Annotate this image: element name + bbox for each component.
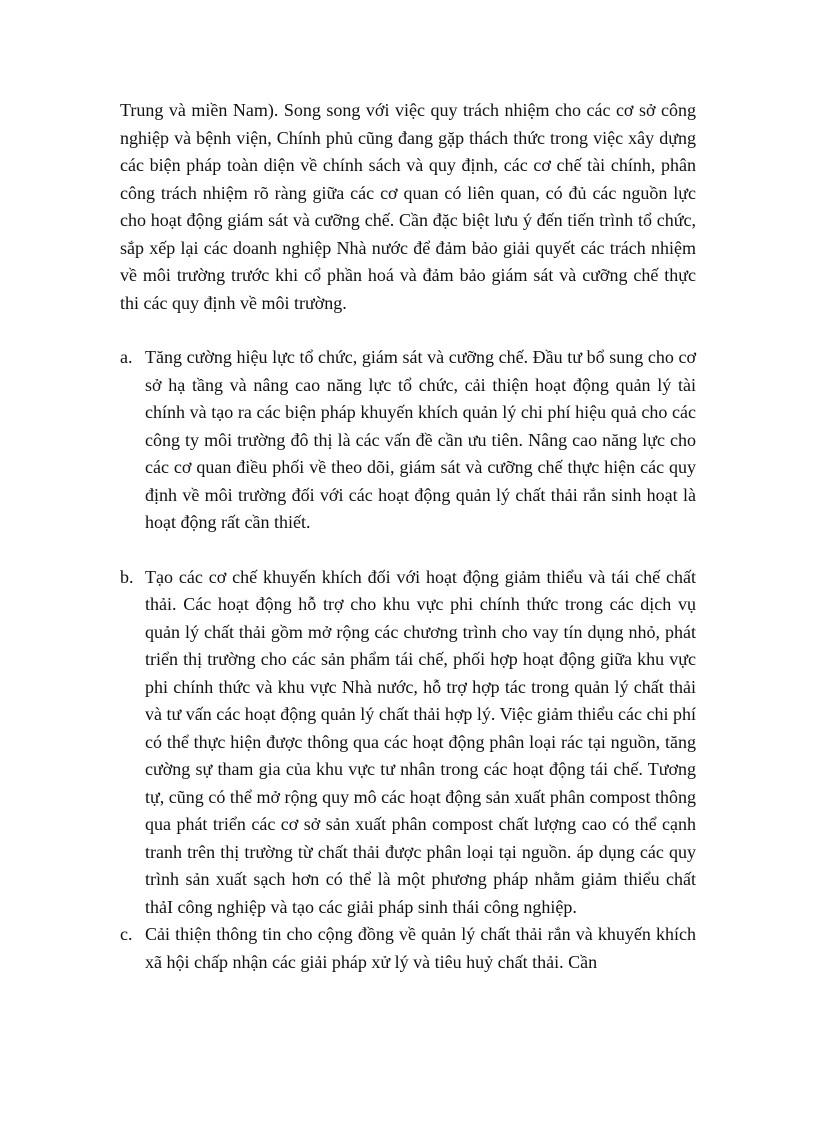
- list-item-a-text: Tăng cường hiệu lực tổ chức, giám sát và cưỡng chế. Đầu tư bổ sung cho cơ sở hạ tầng và nâng cao năng lực tổ chức, cải thiện hoạt động quản lý tài chính và tạo ra các biện pháp khuyến khích quản lý chi phí hiệu quả cho các công ty môi trường đô thị là các vấn đề cần ưu tiên. Nâng cao năng lực cho các cơ quan điều phối về theo dõi, giám sát và cưỡng chế thực hiện các quy định về môi trường đối với các hoạt động quản lý chất thải rắn sinh hoạt là hoạt động rất cần thiết.: [145, 347, 696, 532]
- intro-paragraph: Trung và miền Nam). Song song với việc quy trách nhiệm cho các cơ sở công nghiệp và bệnh viện, Chính phủ cũng đang gặp thách thức trong việc xây dựng các biện pháp toàn diện về chính sách và quy định, các cơ chế tài chính, phân công trách nhiệm rõ ràng giữa các cơ quan có liên quan, có đủ các nguồn lực cho hoạt động giám sát và cưỡng chế. Cần đặc biệt lưu ý đến tiến trình tổ chức, sắp xếp lại các doanh nghiệp Nhà nước để đảm bảo giải quyết các trách nhiệm về môi trường trước khi cổ phần hoá và đảm bảo giám sát và cưỡng chế thực thi các quy định về môi trường.: [120, 100, 696, 313]
- list-marker-b: b.: [120, 566, 134, 587]
- list-item-c-text: Cải thiện thông tin cho cộng đồng về quản lý chất thải rắn và khuyến khích xã hội chấp nhận các giải pháp xử lý và tiêu huỷ chất thải. Cần: [145, 924, 696, 972]
- list-item-c: [120, 921, 696, 976]
- list-marker-c: c.: [120, 924, 133, 944]
- list-item-b: [120, 564, 696, 922]
- recommendation-list: [120, 344, 696, 976]
- list-item-b-text: Tạo các cơ chế khuyến khích đối với hoạt động giảm thiểu và tái chế chất thải. Các hoạt động hỗ trợ cho khu vực phi chính thức trong các dịch vụ quản lý chất thải gồm mở rộng các chương trình cho vay tín dụng nhỏ, phát triển thị trường cho các sản phẩm tái chế, phối hợp hoạt động giữa khu vực phi chính thức và khu vực Nhà nước, hỗ trợ hợp tác trong quản lý chất thải và tư vấn các hoạt động quản lý chất thải hợp lý. Việc giảm thiểu các chi phí có thể thực hiện được thông qua các hoạt động phân loại rác tại nguồn, tăng cường sự tham gia của khu vực tư nhân trong các hoạt động tái chế. Tương tự, cũng có thể mở rộng quy mô các hoạt động sản xuất phân compost thông qua phát triển các cơ sở sản xuất phân compost chất lượng cao có thể cạnh tranh trên thị trường từ chất thải được phân loại tại nguồn. áp dụng các quy trình sản xuất sạch hơn có thể là một phương pháp nhằm giảm thiểu chất thảI công nghiệp và tạo các giải pháp sinh thái công nghiệp.: [145, 566, 696, 917]
- list-item-a: [120, 344, 696, 537]
- list-marker-a: a.: [120, 347, 133, 367]
